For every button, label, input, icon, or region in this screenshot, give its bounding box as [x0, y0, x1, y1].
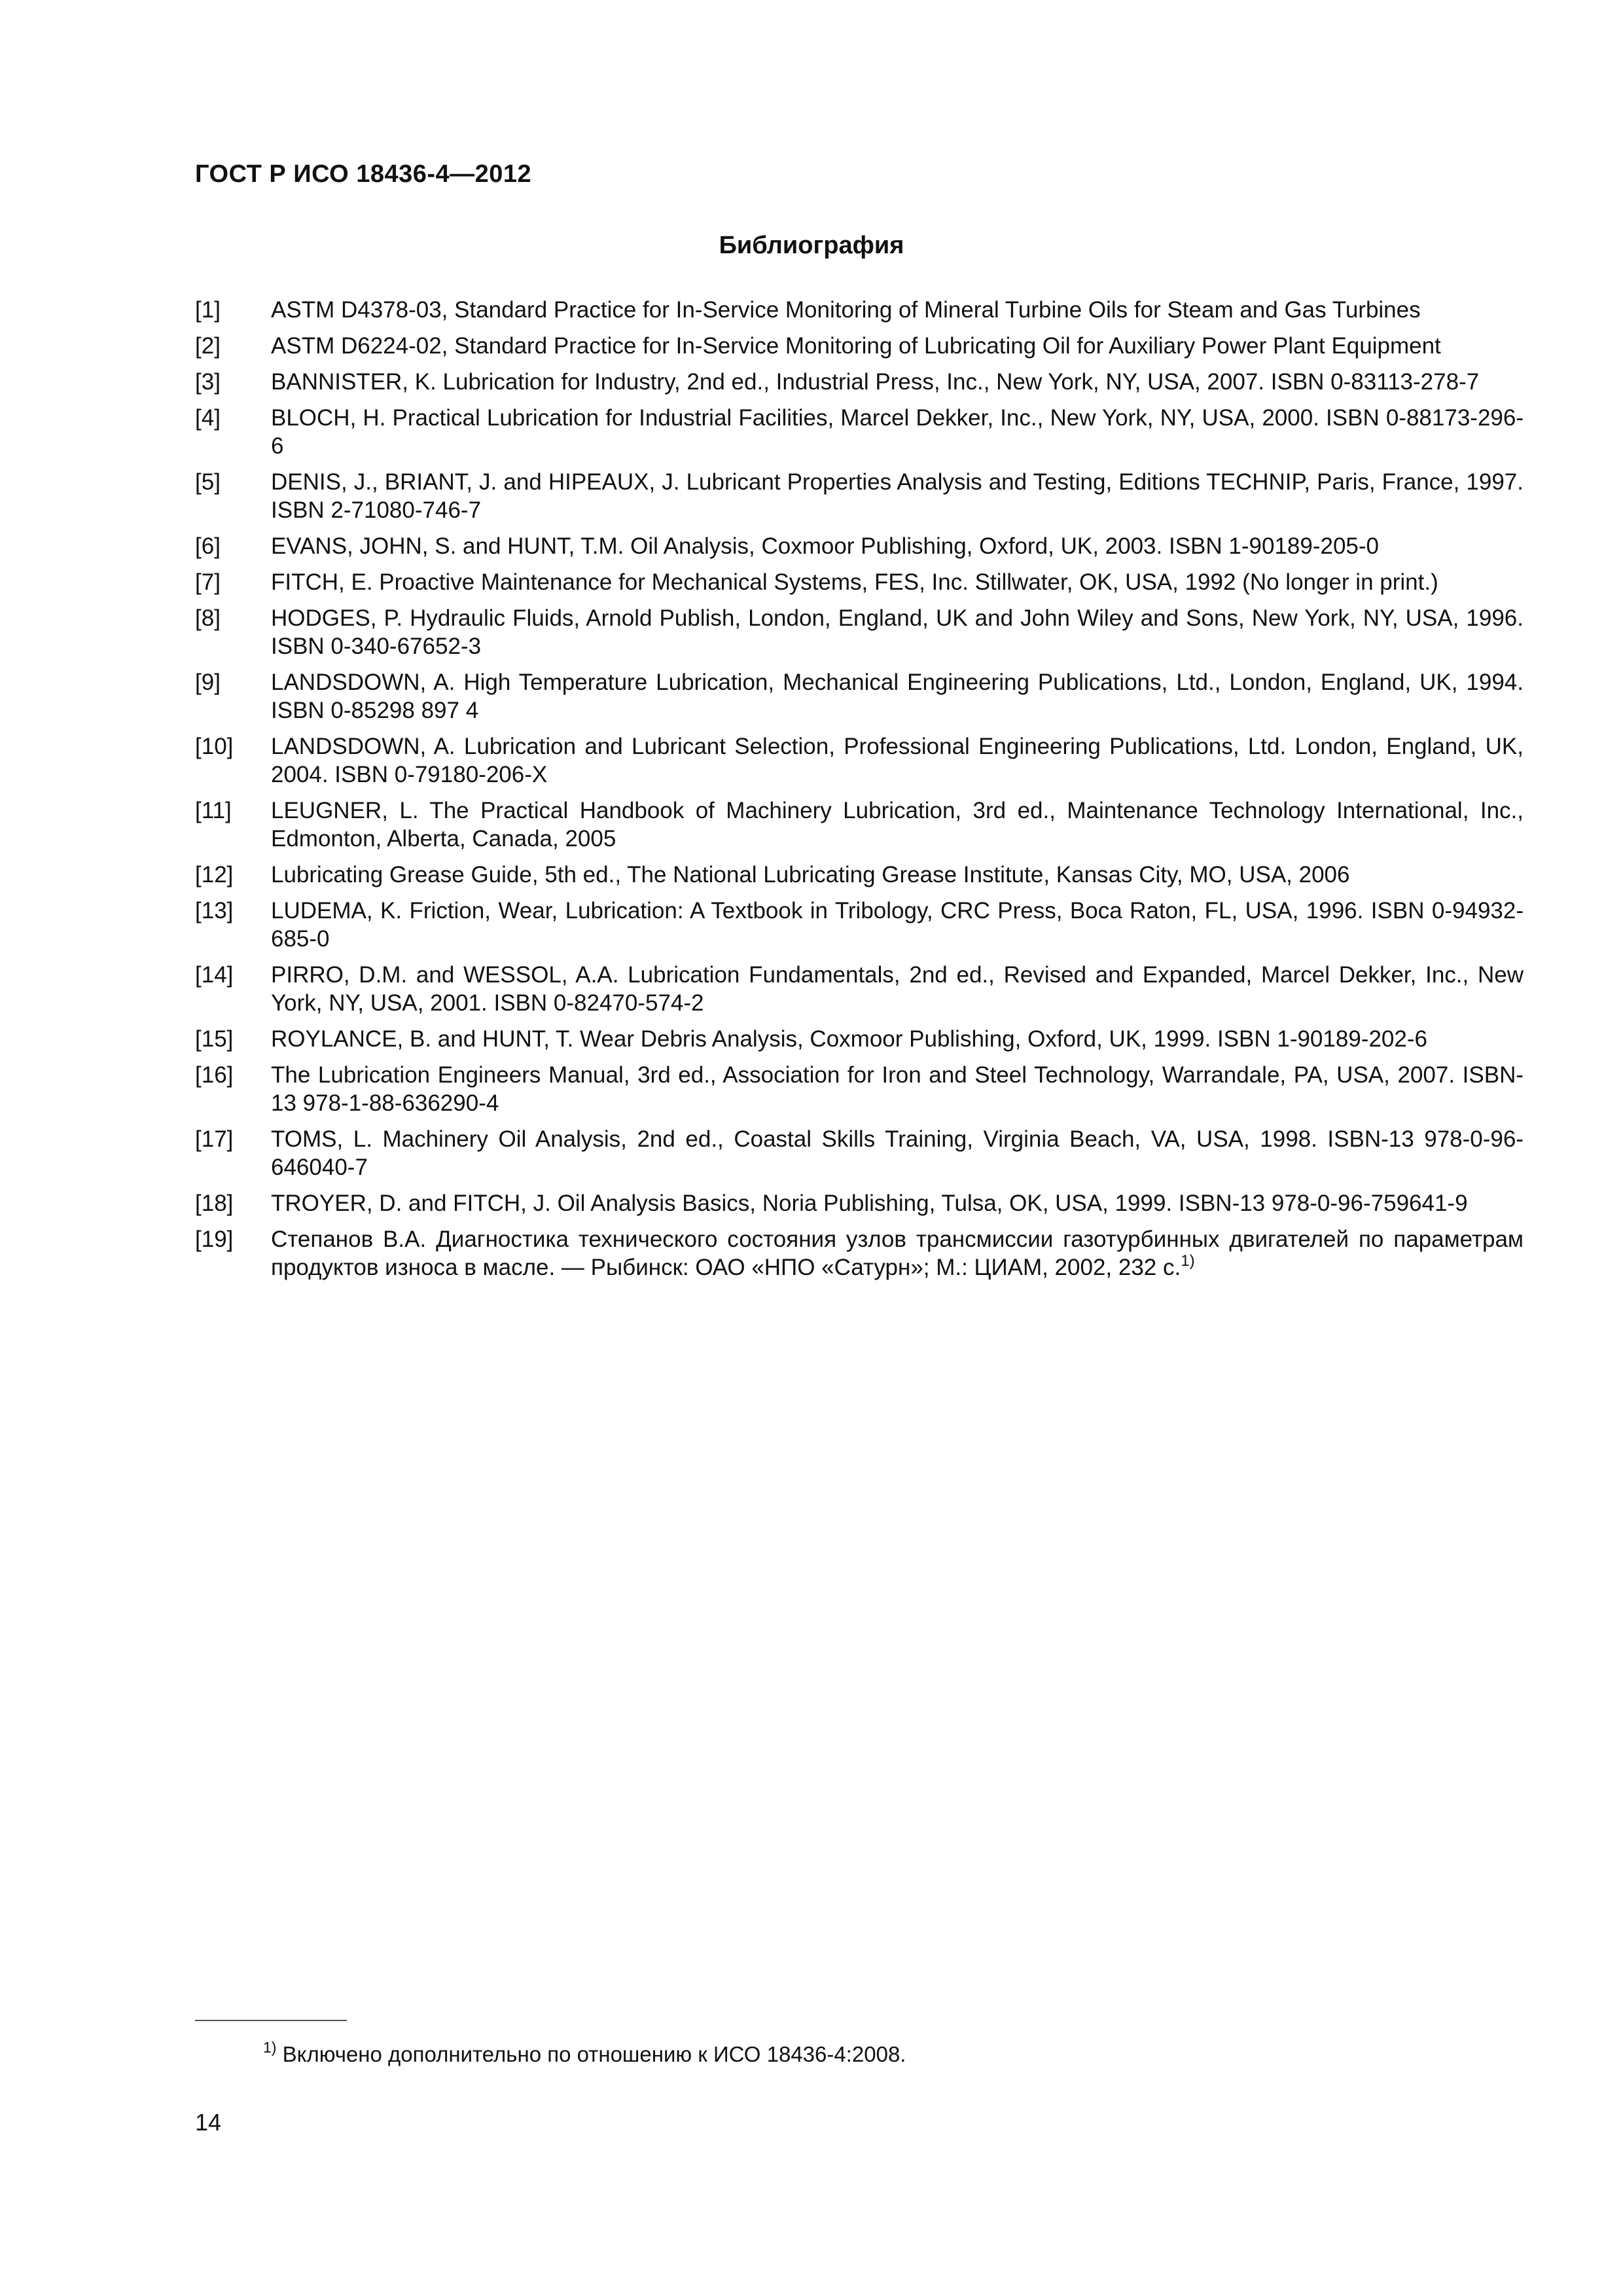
- bibliography-entry-number: [9]: [195, 670, 221, 695]
- bibliography-entry-body: Степанов В.А. Диагностика технического состояния узлов трансмиссии газотурбинных двигателей по параметрам продуктов износа в масле. — Рыбинск: ОАО «НПО «Сатурн»; М.: ЦИАМ, 2002, 232 с.: [271, 1227, 1524, 1280]
- bibliography-entry: [195, 1025, 1524, 1053]
- bibliography-entry-text: [271, 1026, 1427, 1052]
- bibliography-entry-text: [271, 405, 1524, 459]
- bibliography-entry-body: LUDEMA, K. Friction, Wear, Lubrication: A Textbook in Tribology, CRC Press, Boca Raton, FL, USA, 1996. ISBN 0-94932-685-0: [271, 898, 1524, 952]
- bibliography-entry-text: [271, 1126, 1524, 1180]
- bibliography-entry-body: Lubricating Grease Guide, 5th ed., The National Lubricating Grease Institute, Kansas City, MO, USA, 2006: [271, 862, 1350, 888]
- bibliography-list: [195, 296, 1524, 1289]
- bibliography-entry-text: [271, 533, 1379, 559]
- section-title: Библиография: [719, 232, 904, 259]
- bibliography-entry-number: [4]: [195, 405, 221, 431]
- bibliography-entry: [195, 332, 1524, 360]
- bibliography-entry-text: [271, 862, 1349, 888]
- footnote-text: Включено дополнительно по отношению к ИСО 18436-4:2008.: [276, 2042, 906, 2066]
- bibliography-entry: [195, 797, 1524, 853]
- bibliography-entry-body: EVANS, JOHN, S. and HUNT, T.M. Oil Analysis, Coxmoor Publishing, Oxford, UK, 2003. ISBN 1-90189-205-0: [271, 533, 1380, 559]
- bibliography-entry-body: HODGES, P. Hydraulic Fluids, Arnold Publish, London, England, UK and John Wiley and Sons, New York, NY, USA, 1996. ISBN 0-340-67652-3: [271, 605, 1524, 659]
- bibliography-entry: [195, 1125, 1524, 1181]
- bibliography-entry: [195, 897, 1524, 953]
- bibliography-entry-text: [271, 962, 1524, 1016]
- bibliography-entry: [195, 568, 1524, 596]
- bibliography-entry-body: TROYER, D. and FITCH, J. Oil Analysis Basics, Noria Publishing, Tulsa, OK, USA, 1999. ISBN-13 978-0-96-759641-9: [271, 1191, 1468, 1216]
- bibliography-entry-body: DENIS, J., BRIANT, J. and HIPEAUX, J. Lubricant Properties Analysis and Testing, Editions TECHNIP, Paris, France, 1997. ISBN 2-71080-746-7: [271, 469, 1524, 523]
- bibliography-entry: [195, 368, 1524, 396]
- bibliography-entry-number: [1]: [195, 297, 221, 323]
- bibliography-entry-number: [18]: [195, 1191, 234, 1216]
- bibliography-entry: [195, 861, 1524, 889]
- bibliography-entry: [195, 961, 1524, 1017]
- footnote: [263, 2039, 906, 2067]
- bibliography-entry: [195, 1189, 1524, 1217]
- bibliography-entry-body: ROYLANCE, B. and HUNT, T. Wear Debris Analysis, Coxmoor Publishing, Oxford, UK, 1999. ISBN 1-90189-202-6: [271, 1026, 1427, 1052]
- bibliography-entry-text: [271, 1227, 1524, 1280]
- bibliography-entry-number: [11]: [195, 798, 232, 823]
- bibliography-entry-number: [12]: [195, 862, 234, 888]
- bibliography-entry-number: [2]: [195, 333, 221, 359]
- page-number: 14: [195, 2109, 222, 2136]
- bibliography-entry-body: BLOCH, H. Practical Lubrication for Industrial Facilities, Marcel Dekker, Inc., New York, NY, USA, 2000. ISBN 0-88173-296-6: [271, 405, 1524, 459]
- bibliography-entry: [195, 668, 1524, 725]
- bibliography-entry-number: [8]: [195, 605, 221, 631]
- bibliography-entry-text: [271, 605, 1524, 659]
- bibliography-entry-body: BANNISTER, K. Lubrication for Industry, 2nd ed., Industrial Press, Inc., New York, NY, USA, 2007. ISBN 0-83113-278-7: [271, 369, 1480, 395]
- bibliography-entry: [195, 296, 1524, 324]
- bibliography-entry: [195, 1061, 1524, 1117]
- bibliography-entry-body: FITCH, E. Proactive Maintenance for Mechanical Systems, FES, Inc. Stillwater, OK, USA, 1992 (No longer in print.): [271, 569, 1438, 595]
- bibliography-entry-body: TOMS, L. Machinery Oil Analysis, 2nd ed., Coastal Skills Training, Virginia Beach, VA, USA, 1998. ISBN-13 978-0-96-646040-7: [271, 1126, 1524, 1180]
- bibliography-entry: [195, 604, 1524, 660]
- bibliography-entry-number: [7]: [195, 569, 221, 595]
- bibliography-entry-number: [16]: [195, 1062, 234, 1088]
- bibliography-entry-text: [271, 333, 1441, 359]
- bibliography-entry-text: [271, 469, 1524, 523]
- document-code: ГОСТ Р ИСО 18436-4—2012: [195, 160, 532, 188]
- bibliography-entry-body: ASTM D4378-03, Standard Practice for In-Service Monitoring of Mineral Turbine Oils for Steam and Gas Turbines: [271, 297, 1421, 323]
- bibliography-entry-body: LEUGNER, L. The Practical Handbook of Machinery Lubrication, 3rd ed., Maintenance Technology International, Inc., Edmonton, Alberta, Canada, 2005: [271, 798, 1524, 852]
- bibliography-entry-text: [271, 798, 1524, 852]
- bibliography-entry-body: LANDSDOWN, A. Lubrication and Lubricant Selection, Professional Engineering Publications, Ltd. London, England, UK, 2004. ISBN 0-79180-206-X: [271, 734, 1524, 787]
- bibliography-entry-number: [6]: [195, 533, 221, 559]
- footnote-divider: [195, 2020, 347, 2021]
- bibliography-entry-text: [271, 1062, 1524, 1116]
- bibliography-entry-text: [271, 369, 1479, 395]
- bibliography-entry-body: ASTM D6224-02, Standard Practice for In-Service Monitoring of Lubricating Oil for Auxiliary Power Plant Equipment: [271, 333, 1441, 359]
- bibliography-entry-number: [14]: [195, 962, 234, 988]
- bibliography-entry: [195, 532, 1524, 560]
- bibliography-entry-number: [10]: [195, 734, 234, 759]
- bibliography-entry-text: [271, 898, 1524, 952]
- footnote-reference-marker: 1): [1181, 1252, 1195, 1270]
- bibliography-entry-number: [5]: [195, 469, 221, 495]
- bibliography-entry-body: PIRRO, D.M. and WESSOL, A.A. Lubrication Fundamentals, 2nd ed., Revised and Expanded, Marcel Dekker, Inc., New York, NY, USA, 2001. ISBN 0-82470-574-2: [271, 962, 1524, 1016]
- bibliography-entry: [195, 732, 1524, 789]
- footnote-marker: 1): [263, 2039, 277, 2056]
- bibliography-entry-text: [271, 569, 1438, 595]
- bibliography-entry: [195, 1225, 1524, 1282]
- bibliography-entry-text: [271, 670, 1524, 723]
- bibliography-entry-number: [3]: [195, 369, 221, 395]
- bibliography-entry-body: LANDSDOWN, A. High Temperature Lubrication, Mechanical Engineering Publications, Ltd., London, England, UK, 1994. ISBN 0-85298 897 4: [271, 670, 1524, 723]
- bibliography-entry-number: [13]: [195, 898, 234, 924]
- bibliography-entry-number: [15]: [195, 1026, 234, 1052]
- bibliography-entry-text: [271, 297, 1421, 323]
- bibliography-entry-text: [271, 734, 1524, 787]
- bibliography-entry-body: The Lubrication Engineers Manual, 3rd ed., Association for Iron and Steel Technology, Warrandale, PA, USA, 2007. ISBN-13 978-1-88-636290-4: [271, 1062, 1524, 1116]
- bibliography-entry-number: [17]: [195, 1126, 234, 1152]
- bibliography-entry-number: [19]: [195, 1227, 234, 1252]
- bibliography-entry: [195, 404, 1524, 460]
- bibliography-entry: [195, 468, 1524, 524]
- bibliography-entry-text: [271, 1191, 1468, 1216]
